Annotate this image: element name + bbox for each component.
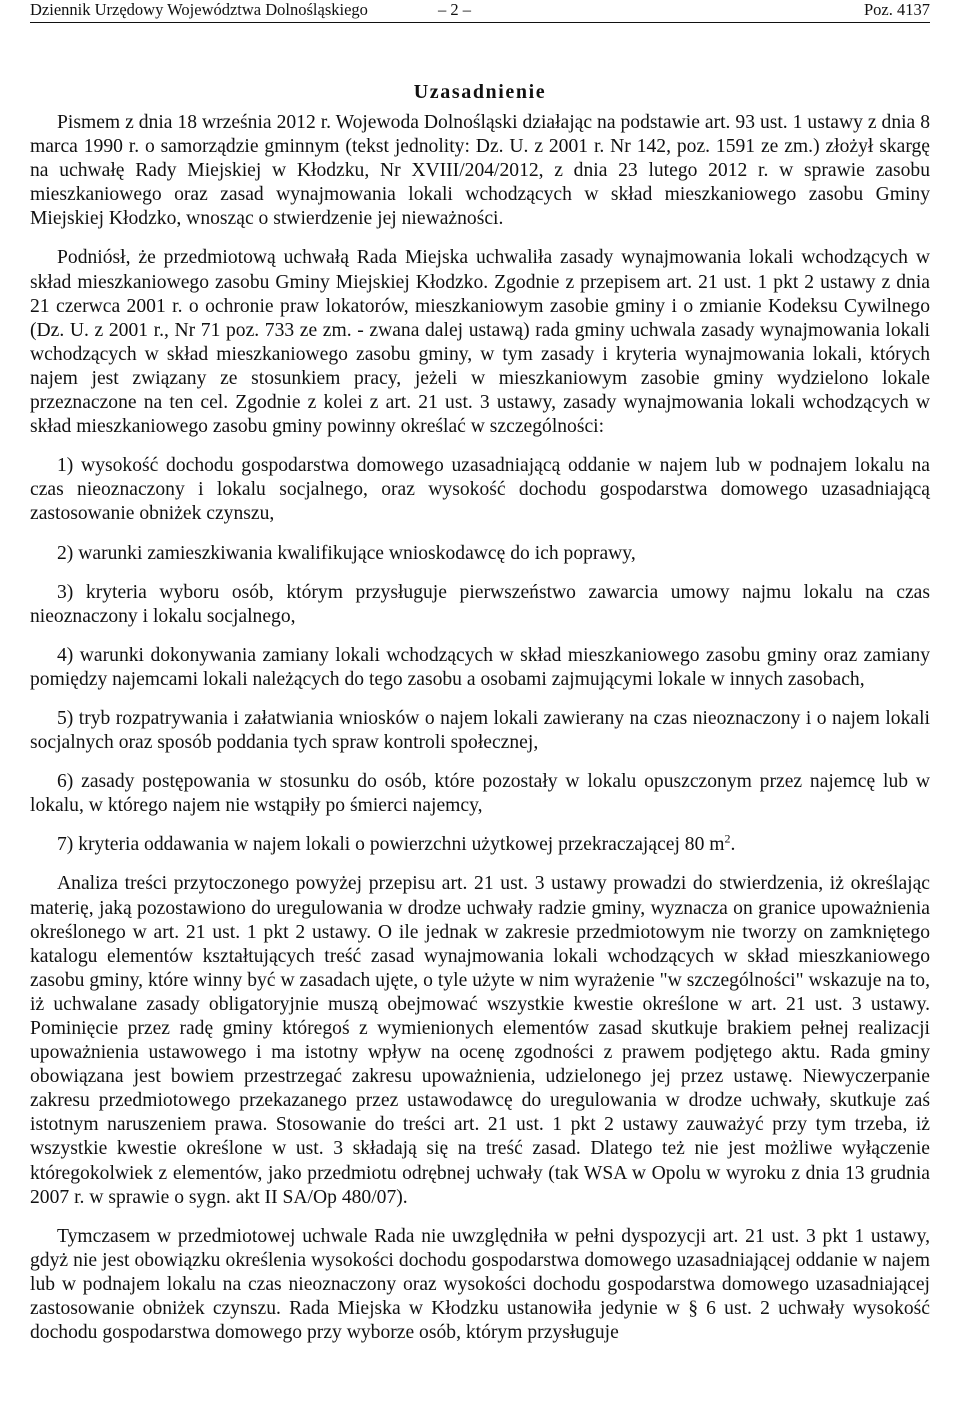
document-page [30,0,930,1345]
journal-title: Dziennik Urzędowy Województwa Dolnośląskiego [30,0,368,19]
paragraph: Analiza treści przytoczonego powyżej przepisu art. 21 ust. 3 ustawy prowadzi do stwierdzenia, iż określając materię, jaką pozostawiono do uregulowania w drodze uchwały radzie gminy, wyznacza on granice upoważnienia określonego w art. 21 ust. 1 pkt 2 ustawy. O ile jednak w zakresie przedmiotowym nie tworzy on zamkniętego katalogu elementów kształtujących treść zasad wynajmowania lokali wchodzących w skład mieszkaniowego zasobu gminy, które winny być w zasadach ujęte, o tyle użyte w nim wyrażenie "w szczególności" wskazuje na to, iż uchwalane zasady obligatoryjnie muszą obejmować wszystkie kwestie określone w art. 21 ust. 3 ustawy. Pominięcie przez radę gminy któregoś z wymienionych elementów zasad skutkuje brakiem pełnej realizacji upoważnienia ustawowego i ma istotny wpływ na ocenę zgodności z prawem podjętego aktu. Rada gminy obowiązana jest bowiem przestrzegać zakresu upoważnienia, udzielonego jej przez ustawę. Niewyczerpanie zakresu przedmiotowego przekazanego przez ustawodawcę do uregulowania w drodze uchwały, skutkuje zaś istotnym naruszeniem prawa. Stosowanie do treści art. 21 ust. 1 pkt 2 ustawy zauważyć przy tym trzeba, iż wszystkie kwestie określone w ust. 3 składają się na treść zasad. Dlatego też nie jest możliwe wyłączenie któregokolwiek z elementów, jako przedmiotu odrębnej uchwały (tak WSA w Opolu w wyroku z dnia 13 grudnia 2007 r. w sprawie o sygn. akt II SA/Op 480/07). [30,873,930,1208]
paragraph: Tymczasem w przedmiotowej uchwale Rada nie uwzględniła w pełni dyspozycji art. 21 ust. 3 pkt 1 ustawy, gdyż nie jest obowiązku określenia wysokości dochodu gospodarstwa domowego uzasadniającej oddanie w najem lub w podnajem lokalu na czas nieoznaczony oraz wysokości dochodu gospodarstwa domowego uzasadniającej zastosowanie obniżek czynszu. Rada Miejska w Kłodzku ustanowiła jedynie w § 6 ust. 2 uchwały wysokość dochodu gospodarstwa domowego przy wyborze osób, którym przysługuje [30,1225,930,1344]
header-rule [30,22,930,23]
page-number: – 2 – [438,0,471,19]
list-item-text: 7) kryteria oddawania w najem lokali o powierzchni użytkowej przekraczającej 80 m [57,834,725,856]
list-item: 6) zasady postępowania w stosunku do osób, które pozostały w lokalu opuszczonym przez najemcę lub w lokalu, w którego najem nie wstąpiły po śmierci najemcy, [30,771,930,817]
list-item-end: . [730,834,736,856]
list-item: 1) wysokość dochodu gospodarstwa domowego uzasadniającą oddanie w najem lub w podnajem lokalu na czas nieoznaczony i lokalu socjalnego, oraz wysokość dochodu gospodarstwa domowego uzasadniającą zastosowanie obniżek czynszu, [30,455,930,525]
list-item: 2) warunki zamieszkiwania kwalifikujące wnioskodawcę do ich poprawy, [57,542,636,564]
section-title: Uzasadnienie [413,81,547,103]
page-header [30,0,930,30]
position-number: Poz. 4137 [864,0,930,19]
list-item: 3) kryteria wyboru osób, którym przysługuje pierwszeństwo zawarcia umowy najmu lokalu na czas nieoznaczony i lokalu socjalnego, [30,581,930,627]
paragraph: Pismem z dnia 18 września 2012 r. Wojewoda Dolnośląski działając na podstawie art. 93 ust. 1 ustawy z dnia 8 marca 1990 r. o samorządzie gminnym (tekst jednolity: Dz. U. z 2001 r. Nr 142, poz. 1591 ze zm.) złożył skargę na uchwałę Rady Miejskiej w Kłodzku, Nr XVIII/204/2012, z dnia 23 lutego 2012 r. w sprawie zasobu mieszkaniowego oraz zasad wynajmowania lokali wchodzących w skład mieszkaniowego zasobu Gminy Miejskiej Kłodzko, wnosząc o stwierdzenie jej nieważności. [30,112,930,230]
superscript: 2 [724,831,731,846]
document-body [30,111,930,1345]
list-item: 4) warunki dokonywania zamiany lokali wchodzących w skład mieszkaniowego zasobu gminy oraz zamiany pomiędzy najemcami lokali należących do tego zasobu a osobami zajmującymi lokale w innych zasobach, [30,644,930,690]
list-item: 5) tryb rozpatrywania i załatwiania wniosków o najem lokali zawierany na czas nieoznaczony i o najem lokali socjalnych oraz sposób poddania tych spraw kontroli społecznej, [30,707,930,754]
list-item [30,833,930,857]
paragraph: Podniósł, że przedmiotową uchwałą Rada Miejska uchwaliła zasady wynajmowania lokali wchodzących w skład mieszkaniowego zasobu Gminy Miejskiej Kłodzko. Zgodnie z przepisem art. 21 ust. 1 pkt 2 ustawy z dnia 21 czerwca 2001 r. o ochronie praw lokatorów, mieszkaniowym zasobie gminy i o zmianie Kodeksu Cywilnego (Dz. U. z 2001 r., Nr 71 poz. 733 ze zm. - zwana dalej ustawą) rada gminy uchwala zasady wynajmowania lokali wchodzących w skład mieszkaniowego zasobu gminy, w tym zasady i kryteria wynajmowania lokali, których najem jest związany ze stosunkiem pracy, jeżeli w mieszkaniowym zasobie gminy wydzielono lokale przeznaczone na ten cel. Zgodnie z kolei z art. 21 ust. 3 ustawy, zasady wynajmowania lokali wchodzących w skład mieszkaniowego zasobu gminy powinny określać w szczególności: [30,247,930,438]
